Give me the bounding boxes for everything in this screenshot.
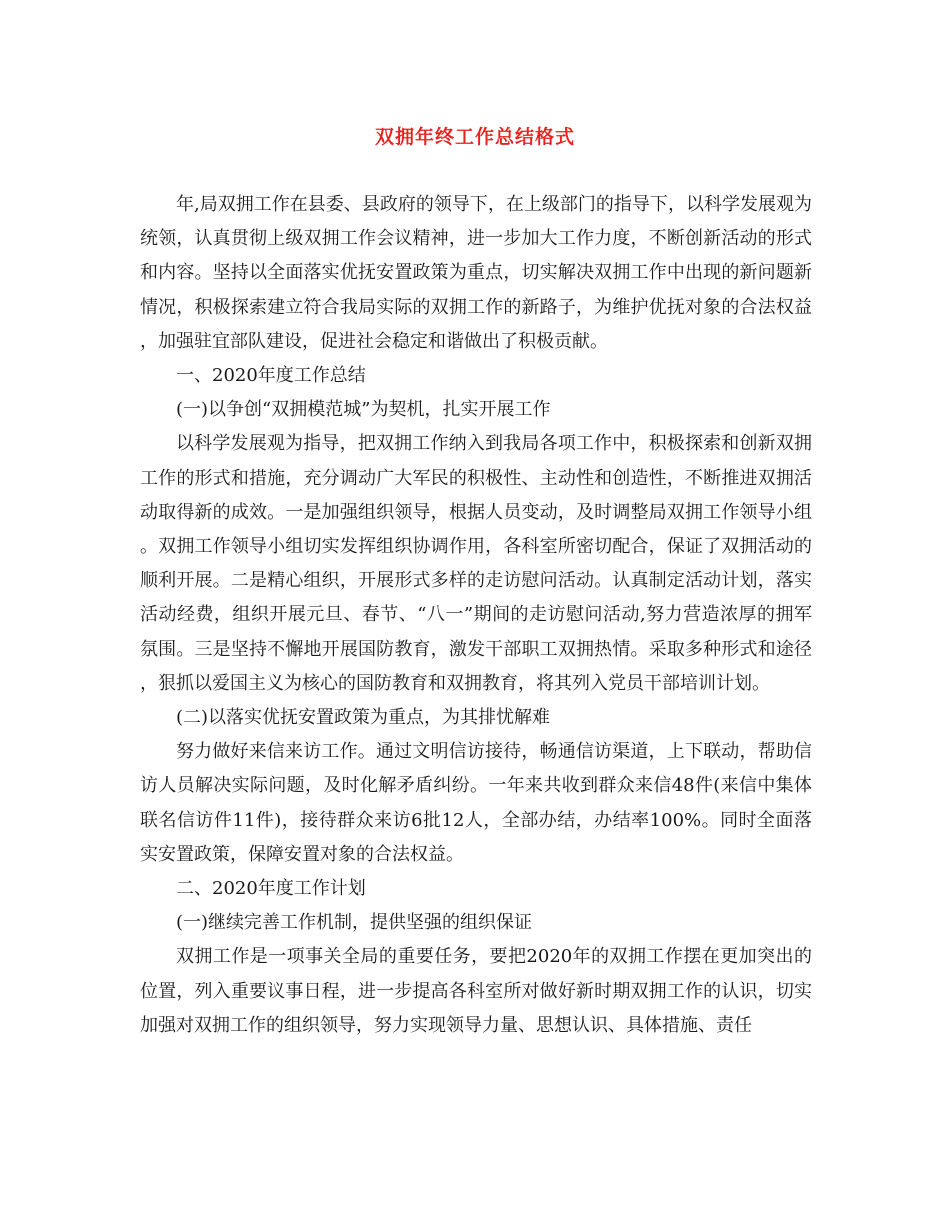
document-body: [140, 188, 812, 1043]
subheading-1-2: (二)以落实优抚安置政策为重点，为其排忧解难: [176, 707, 551, 729]
document-title: 双拥年终工作总结格式: [374, 126, 575, 148]
paragraph-1-1: 以科学发展观为指导，把双拥工作纳入到我局各项工作中，积极探索和创新双拥工作的形式和措施，充分调动广大军民的积极性、主动性和创造性，不断推进双拥活动取得新的成效。一是加强组织领导，根据人员变动，及时调整局双拥工作领导小组。双拥工作领导小组切实发挥组织协调作用，各科室所密切配合，保证了双拥活动的顺利开展。二是精心组织，开展形式多样的走访慰问活动。认真制定活动计划，落实活动经费，组织开展元旦、春节、“八一”期间的走访慰问活动,努力营造浓厚的拥军氛围。三是坚持不懈地开展国防教育，激发干部职工双拥热情。采取多种形式和途径，狠抓以爱国主义为核心的国防教育和双拥教育，将其列入党员干部培训计划。: [140, 433, 812, 694]
paragraph-intro: 年,局双拥工作在县委、县政府的领导下，在上级部门的指导下，以科学发展观为统领，认真贯彻上级双拥工作会议精神，进一步加大工作力度，不断创新活动的形式和内容。坚持以全面落实优抚安置政策为重点，切实解决双拥工作中出现的新问题新情况，积极探索建立符合我局实际的双拥工作的新路子，为维护优抚对象的合法权益，加强驻宜部队建设，促进社会稳定和谐做出了积极贡献。: [140, 194, 812, 352]
heading-section-2: 二、2020年度工作计划: [176, 878, 366, 900]
paragraph-2-1: 双拥工作是一项事关全局的重要任务，要把2020年的双拥工作摆在更加突出的位置，列入重要议事日程，进一步提高各科室所对做好新时期双拥工作的认识，切实加强对双拥工作的组织领导，努力实现领导力量、思想认识、具体措施、责任: [140, 946, 812, 1036]
subheading-2-1: (一)继续完善工作机制，提供坚强的组织保证: [176, 912, 533, 934]
paragraph-1-2: 努力做好来信来访工作。通过文明信访接待，畅通信访渠道，上下联动，帮助信访人员解决实际问题，及时化解矛盾纠纷。一年来共收到群众来信48件(来信中集体联名信访件11件)，接待群众来访6批12人，全部办结，办结率100%。同时全面落实安置政策，保障安置对象的合法权益。: [140, 741, 812, 865]
subheading-1-1: (一)以争创“双拥模范城”为契机，扎实开展工作: [176, 399, 551, 421]
heading-section-1: 一、2020年度工作总结: [176, 365, 366, 387]
